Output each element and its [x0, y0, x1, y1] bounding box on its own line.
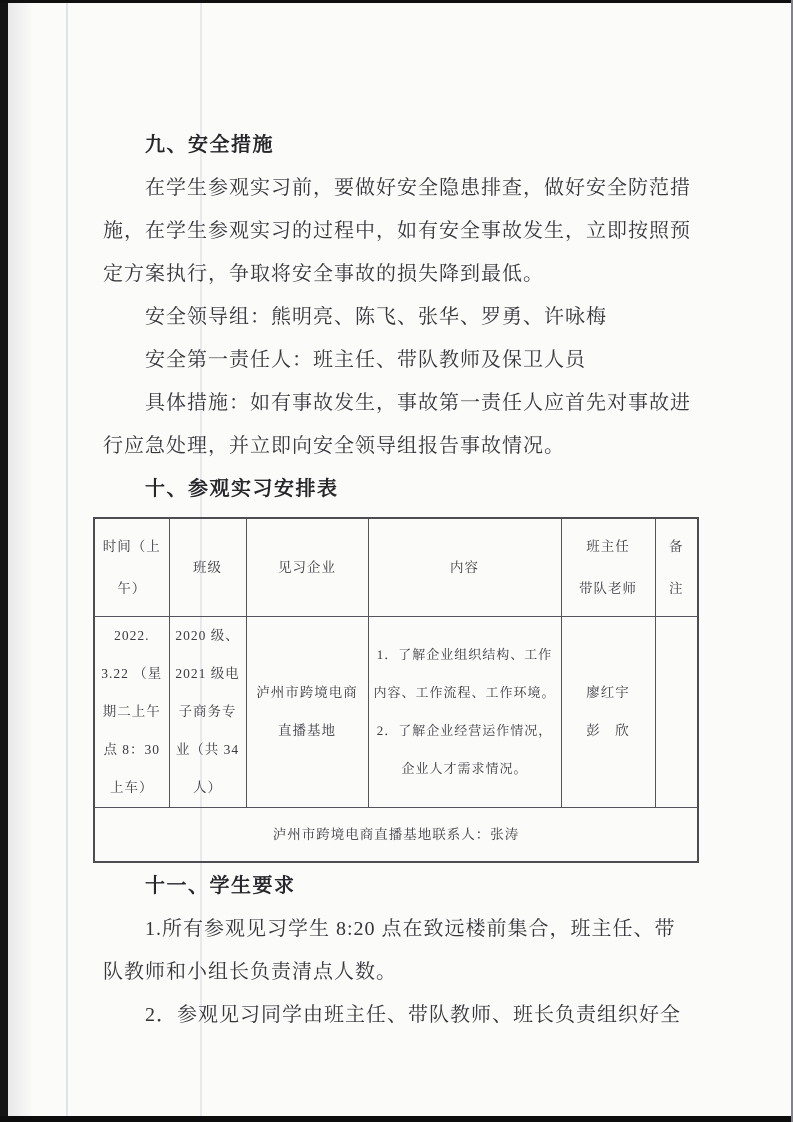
cell-line: 2020 级、 — [175, 628, 240, 643]
scan-edge-shadow — [8, 0, 34, 1122]
paragraph-line: 具体措施：如有事故发生，事故第一责任人应首先对事故进 — [145, 392, 691, 414]
cell-line: 2021 级电 — [175, 666, 240, 681]
section10-heading: 十、参观实习安排表 — [145, 478, 339, 500]
table-header-row — [94, 518, 698, 617]
cell-line: 内容、工作流程、工作环境。 — [373, 685, 556, 700]
cell-class — [169, 617, 246, 808]
safety-leader-line: 安全领导组：熊明亮、陈飞、张华、罗勇、许咏梅 — [145, 306, 607, 328]
scan-fold-line — [66, 0, 68, 1122]
header-line: 午） — [117, 580, 147, 596]
cell-company — [246, 617, 368, 808]
cell-line: 2．了解企业经营运作情况， — [376, 723, 553, 738]
cell-line: 2022. — [114, 628, 150, 643]
document-content — [103, 0, 713, 1037]
paragraph-line: 在学生参观实习前，要做好安全隐患排查，做好安全防范措 — [145, 177, 691, 199]
section9-heading: 九、安全措施 — [145, 134, 274, 156]
cell-line: 企业人才需求情况。 — [401, 761, 528, 776]
cell-line: 人） — [193, 780, 222, 795]
schedule-table — [93, 517, 699, 863]
section11-heading: 十一、学生要求 — [145, 875, 296, 897]
header-cell-company: 见习企业 — [246, 518, 368, 617]
header-cell-time — [94, 518, 169, 617]
safety-responsible-line: 安全第一责任人：班主任、带队教师及保卫人员 — [145, 349, 586, 371]
cell-teacher — [561, 617, 655, 808]
paragraph-line: 行应急处理，并立即向安全领导组报告事故情况。 — [103, 435, 565, 457]
cell-line: 直播基地 — [278, 723, 336, 738]
header-cell-teacher — [561, 518, 655, 617]
cell-line: 泸州市跨境电商 — [256, 685, 358, 700]
cell-line: 3.22 （星 — [101, 666, 163, 681]
paragraph-line: 队教师和小组长负责清点人数。 — [103, 961, 397, 983]
paragraph-line: 2．参观见习同学由班主任、带队教师、班长负责组织好全 — [145, 1004, 681, 1026]
cell-line: 子商务专 — [178, 704, 237, 719]
cell-contact: 泸州市跨境电商直播基地联系人：张涛 — [94, 808, 698, 863]
table-row — [94, 617, 698, 808]
header-cell-content: 内容 — [368, 518, 561, 617]
cell-line: 廖红宇 — [586, 685, 630, 700]
cell-line: 业（共 34 — [175, 742, 240, 757]
cell-line: 点 8：30 — [103, 742, 161, 757]
cell-line: 1．了解企业组织结构、工作 — [376, 647, 553, 662]
cell-line: 期二上午 — [102, 704, 161, 719]
header-cell-class: 班级 — [169, 518, 246, 617]
scan-edge-left — [0, 0, 8, 1122]
table-footer-row — [94, 808, 698, 863]
paragraph-line: 1.所有参观见习学生 8:20 点在致远楼前集合，班主任、带 — [145, 918, 676, 940]
cell-line: 上车） — [110, 780, 154, 795]
scan-edge-bottom — [0, 1116, 793, 1122]
header-line: 注 — [669, 580, 684, 596]
paragraph-line: 定方案执行，争取将安全事故的损失降到最低。 — [103, 263, 544, 285]
cell-time — [94, 617, 169, 808]
header-cell-note — [655, 518, 698, 617]
header-line: 时间（上 — [102, 538, 161, 554]
cell-line: 彭 欣 — [586, 723, 630, 738]
header-line: 备 — [669, 538, 684, 554]
cell-content — [368, 617, 561, 808]
header-line: 班主任 — [586, 538, 630, 554]
paragraph-line: 施，在学生参观实习的过程中，如有安全事故发生，立即按照预 — [103, 220, 691, 242]
cell-note — [655, 617, 698, 808]
header-line: 带队老师 — [579, 580, 637, 596]
